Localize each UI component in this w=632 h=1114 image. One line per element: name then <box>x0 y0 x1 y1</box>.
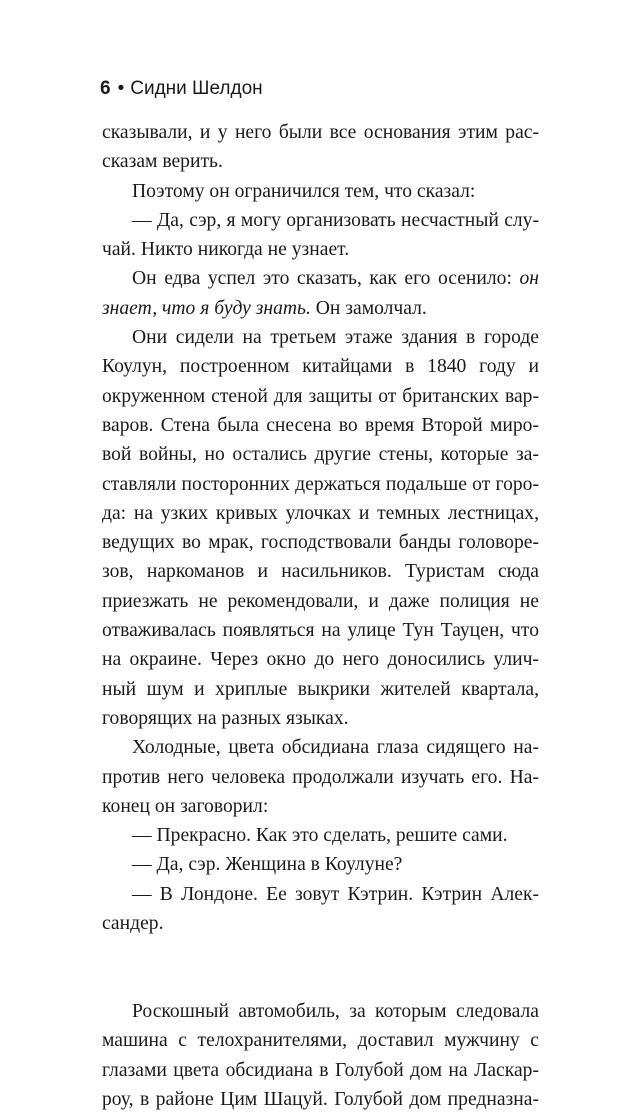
text-run: Холодные, цвета обсидиана глаза сидящего на- <box>132 737 539 759</box>
text-line <box>102 704 539 733</box>
text-line <box>102 264 539 293</box>
text-run: Он замолчал. <box>310 297 427 319</box>
body-text <box>102 118 539 1114</box>
text-run: сказам верить. <box>102 151 223 173</box>
text-line <box>102 733 539 762</box>
running-header <box>100 77 263 101</box>
text-line <box>102 587 539 616</box>
text-line <box>102 616 539 645</box>
text-run: Поэтому он ограничился тем, что сказал: <box>132 180 476 202</box>
text-line <box>102 118 539 147</box>
text-run: — Прекрасно. Как это сделать, решите сами. <box>132 825 508 847</box>
text-line <box>102 235 539 264</box>
text-run: Коулун, построенном китайцами в 1840 году и <box>102 356 539 378</box>
text-line <box>102 821 539 850</box>
text-run: да: на узких кривых улочках и темных лестницах, <box>102 502 539 524</box>
text-run: приезжать не рекомендовали, и даже полиция не <box>102 590 539 612</box>
text-line <box>102 499 539 528</box>
text-line <box>102 557 539 586</box>
text-run: — В Лондоне. Ее зовут Кэтрин. Кэтрин Алек- <box>132 883 539 905</box>
text-line <box>102 147 539 176</box>
text-run: на окраине. Через окно до него доносились улич- <box>102 649 539 671</box>
text-run: ведущих во мрак, господствовали банды головоре- <box>102 532 539 554</box>
text-line <box>102 909 539 938</box>
text-run: — Да, сэр. Женщина в Коулуне? <box>132 854 403 876</box>
text-run: ставляли посторонних держаться подальше от горо- <box>102 473 539 495</box>
text-run: Роскошный автомобиль, за которым следовала <box>132 1000 539 1022</box>
italic-run: он <box>519 268 539 290</box>
italic-run: знает, что я буду знать. <box>102 297 311 319</box>
text-line <box>102 440 539 469</box>
text-line <box>102 763 539 792</box>
text-line <box>102 382 539 411</box>
text-line <box>102 880 539 909</box>
text-run: зов, наркоманов и насильников. Туристам сюда <box>102 561 539 583</box>
text-run: окруженном стеной для защиты от британских вар- <box>102 385 539 407</box>
text-line <box>102 177 539 206</box>
text-run: конец он заговорил: <box>102 795 269 817</box>
text-line <box>102 792 539 821</box>
text-run: против него человека продолжали изучать его. На- <box>102 766 539 788</box>
page-number: 6 <box>100 78 111 99</box>
text-run: ный шум и хриплые выкрики жителей квартала, <box>102 678 539 700</box>
author-name: Сидни Шелдон <box>130 78 263 99</box>
text-line <box>102 1026 539 1055</box>
text-line <box>102 206 539 235</box>
text-line <box>102 850 539 879</box>
text-run: машина с телохранителями, доставил мужчину с <box>102 1030 539 1052</box>
section-break <box>102 938 539 997</box>
text-line <box>102 323 539 352</box>
header-separator: • <box>117 78 125 99</box>
text-run: Они сидели на третьем этаже здания в городе <box>132 327 539 349</box>
text-run: сказывали, и у него были все основания этим рас- <box>102 122 539 143</box>
text-run: варов. Стена была снесена во время Второй миро- <box>102 414 539 436</box>
text-line <box>102 411 539 440</box>
text-run: чай. Никто никогда не узнает. <box>102 239 350 261</box>
text-line <box>102 997 539 1026</box>
text-line <box>102 645 539 674</box>
text-line <box>102 1056 539 1085</box>
text-run: говорящих на разных языках. <box>102 707 349 729</box>
text-run: Он едва успел это сказать, как его осенило: <box>132 268 520 290</box>
text-line <box>102 352 539 381</box>
text-run: вой войны, но остались другие стены, которые за- <box>102 444 539 466</box>
text-run: сандер. <box>102 913 164 935</box>
text-line <box>102 470 539 499</box>
text-line <box>102 294 539 323</box>
text-line <box>102 528 539 557</box>
text-line <box>102 675 539 704</box>
text-run: глазами цвета обсидиана в Голубой дом на Ласкар- <box>102 1059 539 1081</box>
text-line <box>102 1085 539 1114</box>
text-run: роу, в районе Цим Шацуй. Голубой дом предназна- <box>102 1088 539 1110</box>
text-run: — Да, сэр, я могу организовать несчастный слу- <box>132 209 539 231</box>
text-run: отваживалась появляться на улице Тун Тауцен, что <box>102 620 539 642</box>
